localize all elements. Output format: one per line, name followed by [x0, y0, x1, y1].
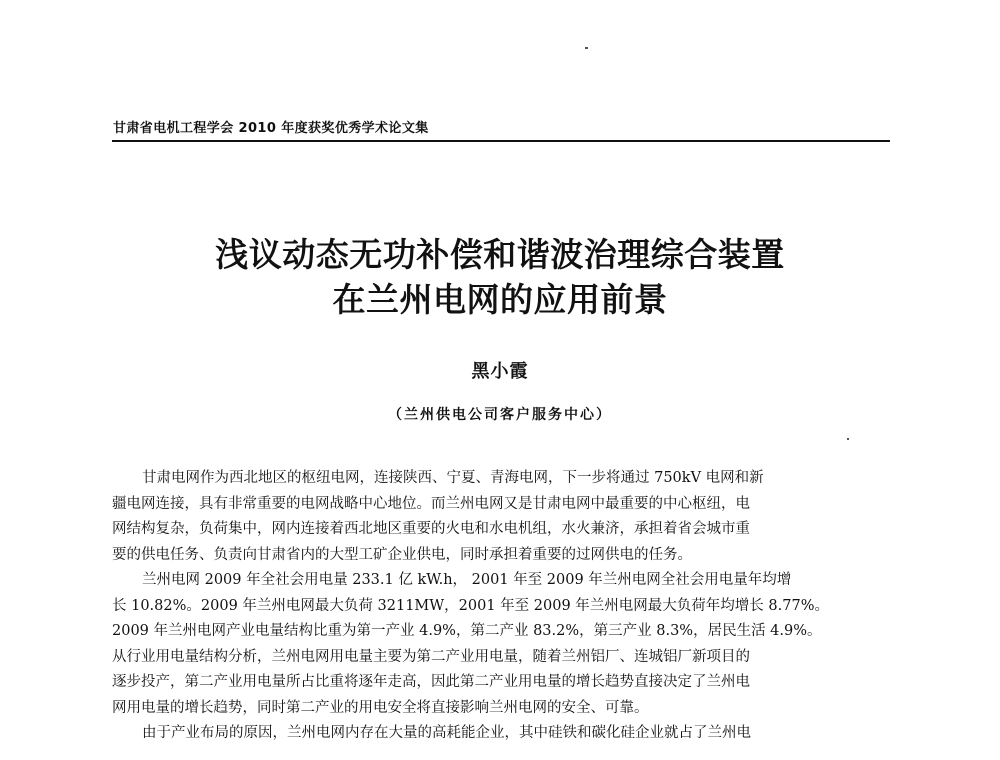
title-line: 在兰州电网的应用前景 — [332, 280, 668, 319]
running-head: 甘肃省电机工程学会 2010 年度获奖优秀学术论文集 — [113, 121, 429, 136]
title-line: 浅议动态无功补偿和谐波治理综合装置 — [215, 235, 785, 274]
header-rule — [112, 140, 890, 142]
paragraph-line: 由于产业布局的原因，兰州电网内存在大量的高耗能企业，其中硅铁和碳化硅企业就占了兰州电 — [142, 725, 751, 741]
paragraph-line: 要的供电任务、负责向甘肃省内的大型工矿企业供电，同时承担着重要的过网供电的任务。 — [112, 546, 692, 563]
affiliation: （兰州供电公司客户服务中心） — [388, 407, 612, 423]
paragraph-line: 长 10.82%。2009 年兰州电网最大负荷 3211MW，2001 年至 2009 年兰州电网最大负荷年均增长 8.77%。 — [112, 597, 829, 614]
author: 黑小霞 — [471, 361, 529, 382]
scan-speck — [847, 438, 849, 440]
paper-title — [0, 232, 1000, 322]
paragraph-line: 疆电网连接，具有非常重要的电网战略中心地位。而兰州电网又是甘肃电网中最重要的中心枢纽，电 — [112, 495, 750, 512]
body-text — [112, 466, 888, 747]
paragraph-line: 网用电量的增长趋势，同时第二产业的用电安全将直接影响兰州电网的安全、可靠。 — [112, 699, 649, 716]
paragraph-line: 网结构复杂，负荷集中，网内连接着西北地区重要的火电和水电机组，水火兼济，承担着省会城市重 — [112, 521, 750, 537]
scan-speck — [585, 47, 588, 49]
paragraph-line: 从行业用电量结构分析，兰州电网用电量主要为第二产业用电量，随着兰州铝厂、连城铝厂新项目的 — [112, 648, 750, 665]
paragraph-line: 逐步投产，第二产业用电量所占比重将逐年走高，因此第二产业用电量的增长趋势直接决定了兰州电 — [112, 674, 750, 690]
paragraph-line: 甘肃电网作为西北地区的枢纽电网，连接陕西、宁夏、青海电网，下一步将通过 750kV 电网和新 — [142, 470, 764, 486]
paragraph-line: 兰州电网 2009 年全社会用电量 233.1 亿 kW.h， 2001 年至 2009 年兰州电网全社会用电量年均增 — [142, 572, 792, 588]
paragraph-line: 2009 年兰州电网产业电量结构比重为第一产业 4.9%，第二产业 83.2%，第三产业 8.3%，居民生活 4.9%。 — [112, 623, 822, 639]
